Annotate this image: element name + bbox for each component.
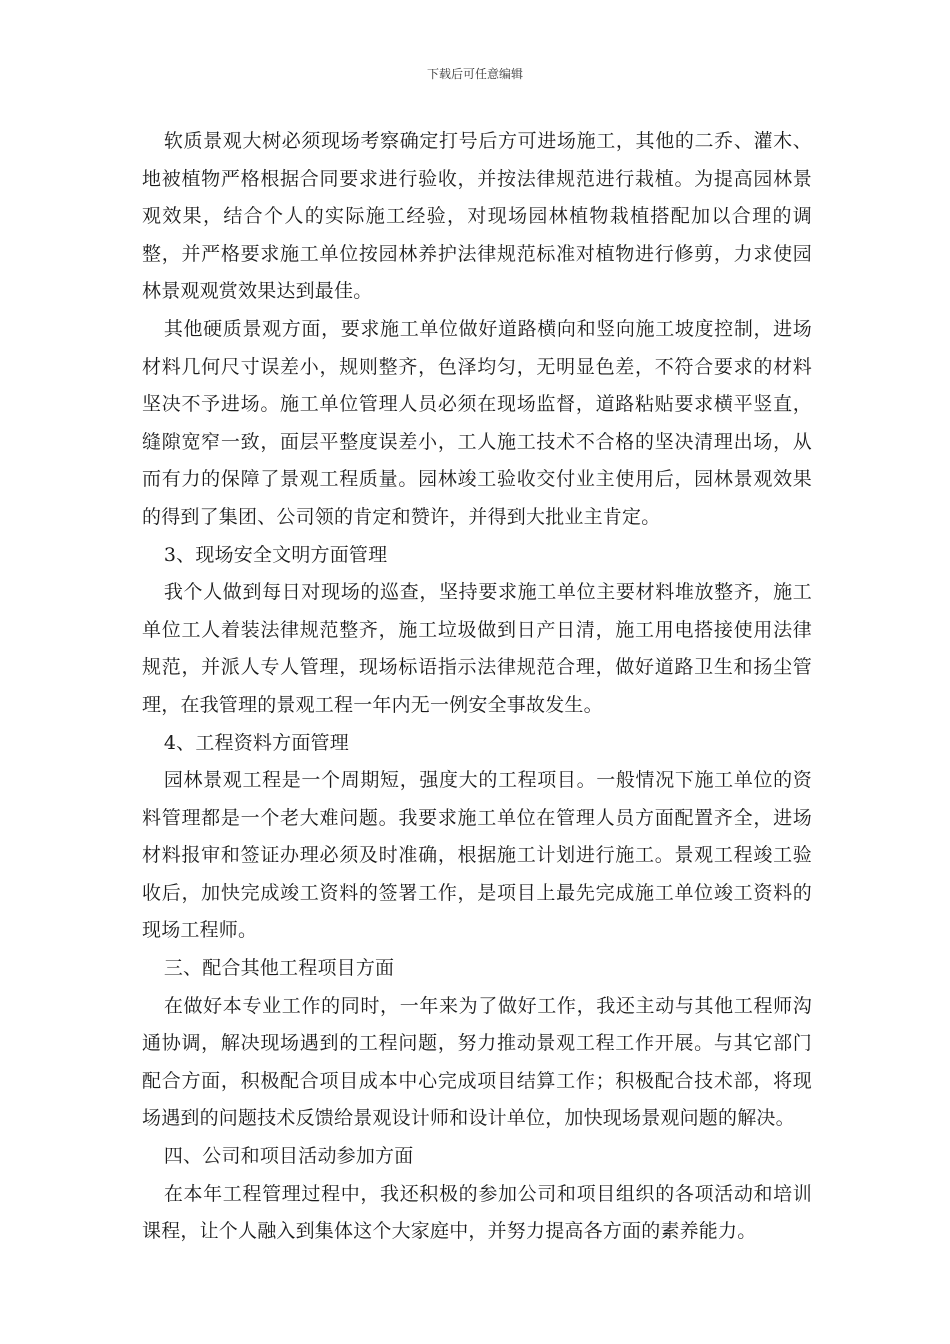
section-heading-cooperation: 三、配合其他工程项目方面 (163, 957, 395, 980)
paragraph-hardscape: 其他硬质景观方面，要求施工单位做好道路横向和竖向施工坡度控制，进场材料几何尺寸误差小，规则整齐，色泽均匀，无明显色差，不符合要求的材料坚决不予进场。施工单位管理人员必须在现场监督，道路粘贴要求横平竖直，缝隙宽窄一致，面层平整度误差小，工人施工技术不合格的坚决清理出场，从而有力的保障了景观工程质量。园林竣工验收交付业主使用后，园林景观效果的得到了集团、公司领的肯定和赞许，并得到大批业主肯定。 (142, 317, 812, 528)
page-header: 下载后可任意编辑 (426, 67, 523, 81)
paragraph-documents: 园林景观工程是一个周期短，强度大的工程项目。一般情况下施工单位的资料管理都是一个老大难问题。我要求施工单位在管理人员方面配置齐全，进场材料报审和签证办理必须及时准确，根据施工计划进行施工。景观工程竣工验收后，加快完成竣工资料的签署工作，是项目上最先完成施工单位竣工资料的现场工程师。 (142, 769, 812, 942)
section-heading-activities: 四、公司和项目活动参加方面 (163, 1145, 414, 1168)
paragraph-safety: 我个人做到每日对现场的巡查，坚持要求施工单位主要材料堆放整齐，施工单位工人着装法律规范整齐，施工垃圾做到日产日清，施工用电搭接使用法律规范，并派人专人管理，现场标语指示法律规范合理，做好道路卫生和扬尘管理，在我管理的景观工程一年内无一例安全事故发生。 (142, 581, 812, 716)
paragraph-softscape: 软质景观大树必须现场考察确定打号后方可进场施工，其他的二乔、灌木、地被植物严格根据合同要求进行验收，并按法律规范进行栽植。为提高园林景观效果，结合个人的实际施工经验，对现场园林植物栽植搭配加以合理的调整，并严格要求施工单位按园林养护法律规范标准对植物进行修剪，力求使园林景观观赏效果达到最佳。 (142, 130, 812, 303)
paragraph-activities: 在本年工程管理过程中，我还积极的参加公司和项目组织的各项活动和培训课程，让个人融入到集体这个大家庭中，并努力提高各方面的素养能力。 (142, 1182, 812, 1243)
section-heading-documents: 4、工程资料方面管理 (163, 731, 349, 754)
document-body (142, 123, 812, 1251)
section-heading-safety: 3、现场安全文明方面管理 (163, 543, 388, 566)
paragraph-cooperation: 在做好本专业工作的同时，一年来为了做好工作，我还主动与其他工程师沟通协调，解决现场遇到的工程问题，努力推动景观工程工作开展。与其它部门配合方面，积极配合项目成本中心完成项目结算工作；积极配合技术部，将现场遇到的问题技术反馈给景观设计师和设计单位，加快现场景观问题的解决。 (142, 994, 812, 1130)
